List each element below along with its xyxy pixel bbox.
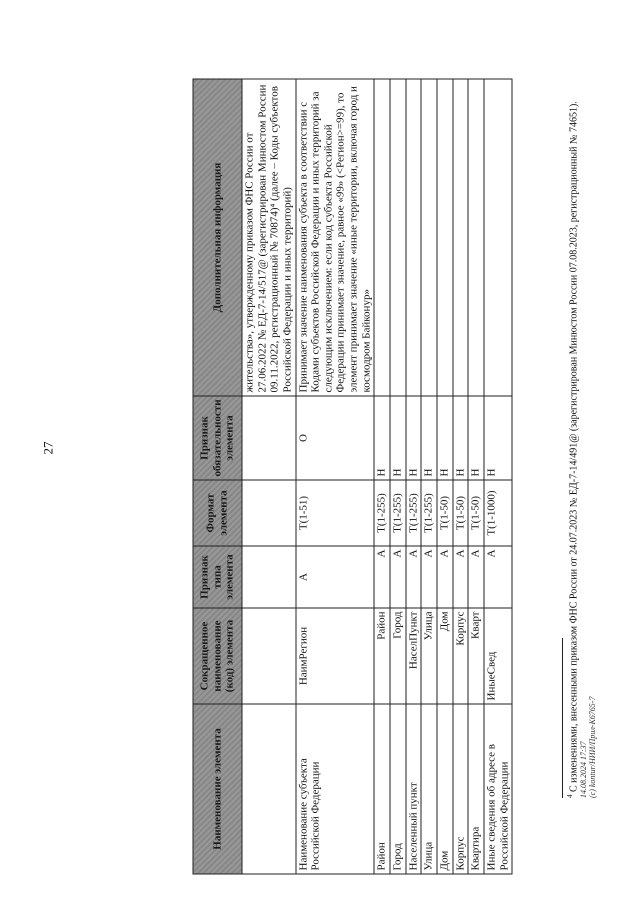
cell-type: А <box>374 546 390 608</box>
cell-info <box>453 79 469 396</box>
cell-info: Принимает значение наименования субъекта в соответствии с Кодами субъектов Российской Федерации и иных территорий за следующим исключением: если код субъекта Российской Федерации принимает значение, равное «99» (<Регион>=99), то элемент принимает значение «иные территории, включая город и космодром Байконур» <box>296 79 375 396</box>
cell-info <box>406 79 422 396</box>
cell-required: Н <box>484 396 512 480</box>
cell-required: Н <box>421 396 437 480</box>
cell-type: А <box>453 546 469 608</box>
cell-name <box>242 704 296 874</box>
cell-code: НаимРегион <box>296 608 375 704</box>
cell-info <box>437 79 453 396</box>
cell-required: Н <box>453 396 469 480</box>
header-element-code: Сокращенное наименование (код) элемента <box>193 608 242 704</box>
footnote-text <box>566 101 580 798</box>
cell-format: T(1-255) <box>421 480 437 546</box>
cell-format: T(1-50) <box>437 480 453 546</box>
table-row <box>437 79 453 874</box>
system-stamp <box>580 697 598 798</box>
cell-type: А <box>421 546 437 608</box>
cell-info <box>468 79 484 396</box>
header-additional-info: Дополнительная информация <box>193 79 242 396</box>
cell-required: Н <box>437 396 453 480</box>
cell-required: О <box>296 396 375 480</box>
table-row <box>453 79 469 874</box>
cell-name: Улица <box>421 704 437 874</box>
cell-info <box>421 79 437 396</box>
header-element-type: Признак типа элемента <box>193 546 242 608</box>
table-row <box>421 79 437 874</box>
cell-name: Дом <box>437 704 453 874</box>
cell-name: Населенный пункт <box>406 704 422 874</box>
table-header-row <box>193 79 242 874</box>
cell-required: Н <box>390 396 406 480</box>
cell-info <box>374 79 390 396</box>
cell-type: А <box>296 546 375 608</box>
header-element-format: Формат элемента <box>193 480 242 546</box>
cell-type: А <box>437 546 453 608</box>
table-row <box>242 79 296 874</box>
cell-code: НаселПункт <box>406 608 422 704</box>
cell-type: А <box>468 546 484 608</box>
elements-table <box>193 79 513 875</box>
table-row <box>296 79 375 874</box>
cell-name: Наименование субъекта Российской Федерации <box>296 704 375 874</box>
cell-code <box>242 608 296 704</box>
cell-code: Район <box>374 608 390 704</box>
stamp-line-2: (c) kontur/НИИ/Прил-К6765-7 <box>587 696 597 798</box>
cell-code: Город <box>390 608 406 704</box>
stamp-line-1: 14.08.2024 17:37 <box>579 741 588 798</box>
cell-type <box>242 546 296 608</box>
cell-format: T(1-255) <box>406 480 422 546</box>
cell-format: T(1-1000) <box>484 480 512 546</box>
table-row <box>468 79 484 874</box>
footnote-separator <box>562 638 563 798</box>
cell-format: T(1-51) <box>296 480 375 546</box>
cell-name: Квартира <box>468 704 484 874</box>
table-row <box>390 79 406 874</box>
cell-required: Н <box>406 396 422 480</box>
table-container <box>193 80 511 875</box>
cell-name: Город <box>390 704 406 874</box>
page-number: 27 <box>40 441 56 455</box>
cell-name: Иные сведения об адресе в Российской Федерации <box>484 704 512 874</box>
cell-code: Кварт <box>468 608 484 704</box>
footnote-marker: 4 <box>566 794 574 798</box>
cell-format <box>242 480 296 546</box>
cell-code: ИныеСвед <box>484 608 512 704</box>
cell-format: T(1-255) <box>374 480 390 546</box>
table-row <box>406 79 422 874</box>
footnote-body: С изменениями, внесенными приказом ФНС России от 24.07.2023 № ЕД-7-14/491@ (зарегистрирован Минюстом России 07.08.2023, регистрационный № 74651). <box>568 101 580 792</box>
cell-code: Дом <box>437 608 453 704</box>
header-element-name: Наименование элемента <box>193 704 242 874</box>
cell-name: Район <box>374 704 390 874</box>
cell-info: жительства», утвержденному приказом ФНС России от 27.06.2022 № ЕД-7-14/517@ (зарегистрирован Минюстом России 09.11.2022, регистрационный № 70874)⁴ (далее – Коды субъектов Российской Федерации и иных территорий) <box>242 79 296 396</box>
cell-required: Н <box>468 396 484 480</box>
cell-required: Н <box>374 396 390 480</box>
cell-format: T(1-255) <box>390 480 406 546</box>
cell-required <box>242 396 296 480</box>
cell-type: А <box>390 546 406 608</box>
cell-name: Корпус <box>453 704 469 874</box>
cell-type: А <box>406 546 422 608</box>
footnote <box>562 101 602 798</box>
cell-type: А <box>484 546 512 608</box>
table-row <box>484 79 512 874</box>
cell-info <box>484 79 512 396</box>
cell-format: T(1-50) <box>468 480 484 546</box>
cell-code: Корпус <box>453 608 469 704</box>
table-row <box>374 79 390 874</box>
cell-code: Улица <box>421 608 437 704</box>
cell-info <box>390 79 406 396</box>
header-element-required: Признак обязательности элемента <box>193 396 242 480</box>
cell-format: T(1-50) <box>453 480 469 546</box>
